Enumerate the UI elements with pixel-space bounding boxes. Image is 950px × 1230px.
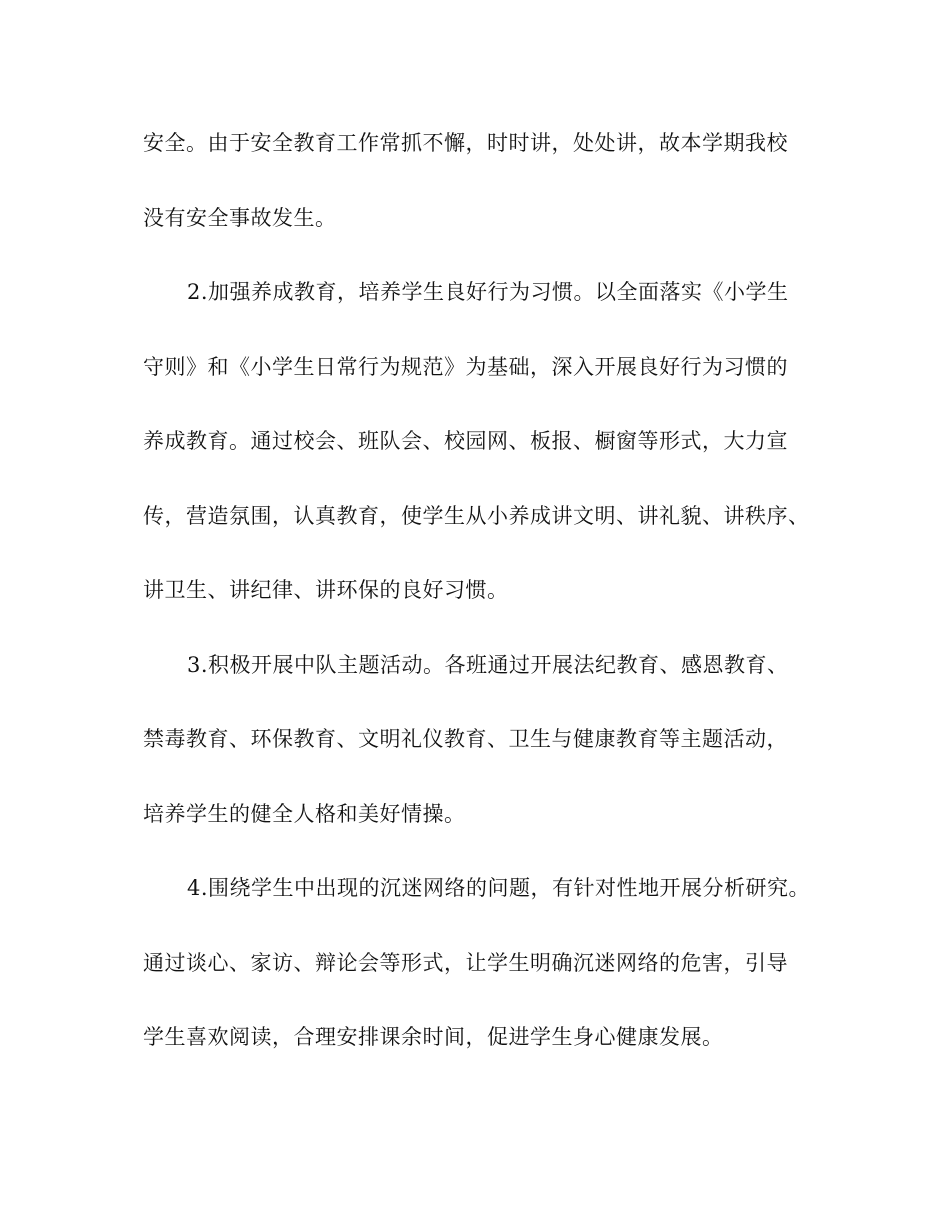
paragraph-start-line: 4.围绕学生中出现的沉迷网络的问题，有针对性地开展分析研究。 (187, 876, 811, 900)
text-line: 传，营造氛围，认真教育，使学生从小养成讲文明、讲礼貌、讲秩序、 (143, 503, 810, 528)
text-line: 讲卫生、讲纪律、讲环保的良好习惯。 (143, 578, 509, 602)
text-line: 养成教育。通过校会、班队会、校园网、板报、橱窗等形式，大力宣 (143, 429, 788, 453)
paragraph-start-line: 2.加强养成教育，培养学生良好行为习惯。以全面落实《小学生 (187, 280, 789, 304)
text-line: 通过谈心、家访、辩论会等形式，让学生明确沉迷网络的危害，引导 (143, 950, 788, 975)
text-line: 培养学生的健全人格和美好情操。 (143, 801, 466, 826)
text-line: 没有安全事故发生。 (143, 205, 337, 230)
text-line: 学生喜欢阅读，合理安排课余时间，促进学生身心健康发展。 (143, 1025, 724, 1049)
text-line: 守则》和《小学生日常行为规范》为基础，深入开展良好行为习惯的 (143, 354, 788, 379)
document-body (143, 122, 813, 1091)
paragraph-start-line: 3.积极开展中队主题活动。各班通过开展法纪教育、感恩教育、 (187, 652, 789, 677)
text-line: 禁毒教育、环保教育、文明礼仪教育、卫生与健康教育等主题活动， (143, 727, 788, 751)
text-line: 安全。由于安全教育工作常抓不懈，时时讲，处处讲，故本学期我校 (143, 131, 788, 155)
